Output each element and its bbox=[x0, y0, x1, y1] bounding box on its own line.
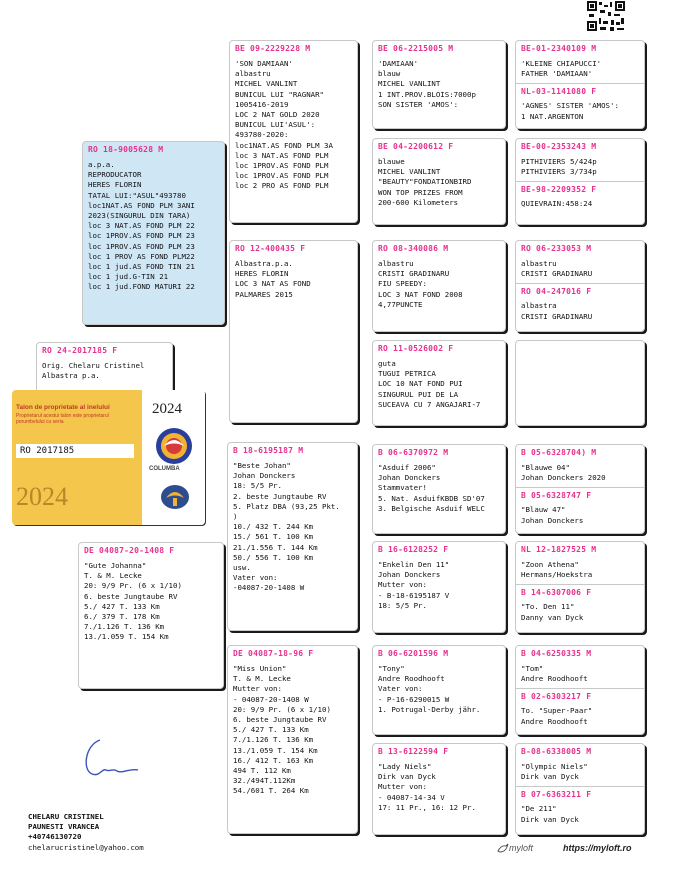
ring-number: BE-98-2209352 F bbox=[521, 185, 597, 195]
text-line: Johan Donckers 2020 bbox=[521, 473, 606, 483]
text-line: albastru bbox=[235, 69, 271, 79]
pedigree-text bbox=[378, 560, 500, 611]
text-line: loc 3 NAT.AS FOND PLM 22 bbox=[88, 221, 195, 231]
ring-number: DE 04087-20-1408 F bbox=[84, 546, 175, 555]
text-line: - B-18-6195187 V bbox=[378, 590, 450, 600]
pedigree-text bbox=[521, 602, 639, 622]
text-line: SUCEAVA CU 7 ANGAJARI-7 bbox=[378, 399, 481, 409]
columba-emblem-icon bbox=[154, 426, 194, 466]
federation-logo-icon bbox=[160, 484, 190, 510]
text-line: "Beste Johan" bbox=[233, 461, 291, 470]
ring-number: BE 04-2200612 F bbox=[378, 142, 454, 151]
pedigree-text bbox=[521, 762, 639, 782]
ring-number: B 05-6328747 F bbox=[521, 491, 592, 501]
text-line: 5./ 427 T. 133 Km bbox=[233, 725, 309, 735]
text-line: 'AGNES' SISTER 'AMOS': bbox=[521, 101, 619, 111]
text-line: FATHER 'DAMIAAN' bbox=[521, 69, 593, 79]
pigeon-logo-icon bbox=[497, 843, 509, 854]
talon-year-large: 2024 bbox=[16, 482, 68, 511]
owner-phone: +40746130720 bbox=[28, 832, 82, 842]
text-line: "Tony" bbox=[378, 664, 405, 673]
card-ddss bbox=[515, 645, 645, 735]
text-line: 2023(SINGURUL DIN TARA) bbox=[88, 211, 191, 221]
owner-place: PAUNESTI VRANCEA bbox=[28, 822, 100, 832]
pedigree-text bbox=[84, 561, 218, 643]
text-line: 'DAMIAAN' bbox=[378, 59, 419, 68]
text-line: 7./1.126 T. 136 Km bbox=[84, 622, 165, 632]
text-line: loc 2 PRO AS FOND PLM bbox=[235, 181, 329, 191]
text-line: 54./601 T. 264 Km bbox=[233, 786, 309, 796]
pedigree-text bbox=[233, 664, 352, 797]
text-line: loc1NAT.AS FOND PLM 3ANI bbox=[88, 200, 195, 210]
text-line: "Blauwe 04" bbox=[521, 463, 570, 472]
text-line: LOC 3 NAT FOND 2008 bbox=[378, 289, 463, 299]
text-line: MICHEL VANLINT bbox=[378, 79, 441, 89]
text-line: LOC 2 NAT GOLD 2020 bbox=[235, 110, 320, 120]
text-line: "Tom" bbox=[521, 664, 544, 673]
text-line: "De 211" bbox=[521, 804, 557, 814]
text-line: 16./ 412 T. 163 Km bbox=[233, 755, 314, 765]
text-line: CRISTI GRADINARU bbox=[521, 269, 593, 279]
pedigree-text bbox=[378, 664, 500, 715]
text-line: 18: 5/5 Pr. bbox=[233, 481, 282, 491]
ring-number: B 14-6307006 F bbox=[521, 588, 592, 598]
text-line: 15./ 561 T. 100 Km bbox=[233, 532, 314, 542]
text-line: CRISTI GRADINARU bbox=[521, 311, 593, 321]
text-line: SON SISTER 'AMOS': bbox=[378, 99, 459, 109]
text-line: 32./494T.112Km bbox=[233, 776, 296, 786]
ring-number: B 18-6195187 M bbox=[233, 446, 304, 455]
ring-number: RO 04-247016 F bbox=[521, 287, 592, 297]
pedigree-text bbox=[378, 762, 500, 813]
ring-number: RO 11-0526002 F bbox=[378, 344, 454, 353]
card-sire-dam bbox=[229, 240, 358, 423]
text-line: "Olympic Niels" bbox=[521, 762, 588, 771]
card-empty bbox=[515, 340, 645, 426]
card-sub-entry bbox=[516, 584, 644, 622]
card-sub-entry bbox=[516, 786, 644, 824]
owner-contact bbox=[28, 812, 144, 853]
text-line: loc 1PROV.AS FOND PLM bbox=[235, 171, 329, 181]
text-line: - P-16-6290015 W bbox=[378, 694, 450, 704]
text-line: 5. Platz DBA (93,25 Pkt. bbox=[233, 501, 340, 511]
text-line: 7./1.126 T. 136 Km bbox=[233, 735, 314, 745]
text-line: albastru bbox=[521, 259, 557, 268]
text-line: PITHIVIERS 3/734p bbox=[521, 167, 597, 177]
text-line: Orig. Chelaru Cristinel bbox=[42, 361, 145, 370]
text-line: blauwe bbox=[378, 157, 405, 166]
text-line: usw. bbox=[233, 563, 251, 573]
pedigree-text bbox=[378, 259, 500, 310]
text-line: Johan Donckers bbox=[521, 515, 584, 525]
text-line: 13./1.059 T. 154 Km bbox=[84, 632, 169, 642]
pedigree-text bbox=[88, 160, 219, 293]
text-line: LOC 3 NAT AS FOND bbox=[235, 279, 311, 289]
card-ssd bbox=[372, 138, 506, 225]
card-sub-entry bbox=[516, 283, 644, 321]
text-line: loc 3 NAT.AS FOND PLM bbox=[235, 150, 329, 160]
card-sire-sire bbox=[229, 40, 358, 223]
text-line: Mutter von: bbox=[378, 782, 427, 792]
text-line: 1005416-2019 bbox=[235, 99, 289, 109]
card-ssss bbox=[515, 40, 645, 129]
text-line: "Asduif 2006" bbox=[378, 463, 436, 472]
text-line: Mutter von: bbox=[233, 684, 282, 694]
text-line: 1 NAT.ARGENTON bbox=[521, 111, 584, 121]
text-line: Hermans/Hoekstra bbox=[521, 570, 593, 580]
text-line: T. & M. Lecke bbox=[233, 674, 291, 684]
text-line: WON TOP PRIZES FROM bbox=[378, 187, 463, 197]
text-line: 1 INT.PROV.BLOIS:7000p bbox=[378, 89, 476, 99]
talon-year-small: 2024 bbox=[152, 401, 182, 417]
text-line: T. & M. Lecke bbox=[84, 571, 142, 581]
text-line: albastru bbox=[378, 259, 414, 268]
pedigree-text bbox=[521, 706, 639, 726]
card-sub-entry bbox=[516, 688, 644, 726]
card-dsss bbox=[515, 444, 645, 534]
text-line: 494 T. 112 Km bbox=[233, 766, 291, 776]
card-sss bbox=[372, 40, 506, 129]
text-line: 13./1.059 T. 154 Km bbox=[233, 745, 318, 755]
text-line: Dirk van Dyck bbox=[521, 814, 579, 824]
card-dsd bbox=[372, 541, 506, 633]
card-dam-dam bbox=[227, 645, 358, 834]
text-line: CRISTI GRADINARU bbox=[378, 269, 450, 279]
text-line: Johan Donckers bbox=[233, 471, 296, 481]
text-line: Stammvater! bbox=[378, 483, 427, 493]
text-line: Andre Roodhooft bbox=[378, 674, 445, 684]
talon-title: Talon de proprietate al inelului bbox=[16, 404, 110, 411]
brand-url[interactable]: https://myloft.ro bbox=[563, 843, 632, 853]
text-line: 50./ 556 T. 100 Km bbox=[233, 552, 314, 562]
pedigree-text bbox=[235, 59, 352, 192]
text-line: 20: 9/9 Pr. (6 x 1/10) bbox=[233, 704, 331, 714]
card-sub-entry bbox=[516, 83, 644, 121]
ring-number: B 13-6122594 F bbox=[378, 747, 449, 756]
ring-number: RO 08-340086 M bbox=[378, 244, 449, 253]
text-line: Johan Donckers bbox=[378, 570, 441, 580]
ring-number: B 04-6250335 M bbox=[521, 649, 592, 658]
brand-logo-text: myloft bbox=[509, 843, 534, 853]
card-sire bbox=[82, 141, 225, 325]
text-line: Andre Roodhooft bbox=[521, 716, 588, 726]
pedigree-text bbox=[521, 560, 639, 580]
text-line: 2. beste Jungtaube RV bbox=[233, 491, 327, 501]
text-line: loc 1 PROV AS FOND PLM22 bbox=[88, 251, 195, 261]
card-subject bbox=[36, 342, 173, 396]
card-sub-entry bbox=[516, 487, 644, 525]
pedigree-text bbox=[521, 157, 639, 177]
ring-number: B 06-6370972 M bbox=[378, 448, 449, 457]
text-line: BUNICUL LUI "RAGNAR" bbox=[235, 89, 324, 99]
text-line: - 04087-20-1408 W bbox=[233, 694, 309, 704]
text-line: MICHEL VANLINT bbox=[378, 167, 441, 177]
ring-number: B-08-6338005 M bbox=[521, 747, 592, 756]
text-line: Danny van Dyck bbox=[521, 612, 584, 622]
pedigree-text bbox=[378, 59, 500, 110]
text-line: - 04087-14-34 V bbox=[378, 792, 445, 802]
ring-number: B 06-6201596 M bbox=[378, 649, 449, 658]
text-line: HERES FLORIN bbox=[88, 180, 142, 190]
text-line: -04087-20-1408 W bbox=[233, 583, 305, 593]
qr-code bbox=[586, 0, 626, 32]
text-line: 17: 11 Pr., 16: 12 Pr. bbox=[378, 802, 476, 812]
talon-subtitle: Proprietarul acestui talon este proprietarul porumbelului cu seria bbox=[16, 413, 109, 425]
talon-ring-number: RO 2017185 bbox=[16, 444, 134, 458]
text-line: albastra bbox=[521, 301, 557, 311]
card-dds bbox=[372, 645, 506, 735]
text-line: Vater von: bbox=[233, 573, 278, 583]
text-line: 6. beste Jungtaube RV bbox=[84, 591, 178, 601]
text-line: "Enkelin Den 11" bbox=[378, 560, 450, 569]
ring-number: B 05-6328704) M bbox=[521, 448, 597, 457]
text-line: 'SON DAMIAAN' bbox=[235, 59, 293, 68]
ring-number: RO 06-233053 M bbox=[521, 244, 592, 253]
pedigree-text bbox=[521, 259, 639, 279]
text-line: BUNICUL LUI'ASUL': bbox=[235, 120, 316, 130]
text-line: PITHIVIERS 5/424p bbox=[521, 157, 597, 166]
text-line: loc 1PROV.AS FOND PLM 23 bbox=[88, 241, 195, 251]
ring-number: RO 12-400435 F bbox=[235, 244, 306, 253]
card-ddd bbox=[372, 743, 506, 835]
text-line: loc 1 jud.FOND MATURI 22 bbox=[88, 282, 195, 292]
text-line: 1. Potrugal-Derby jähr. bbox=[378, 704, 481, 714]
pedigree-text bbox=[521, 505, 639, 525]
card-sub-entry bbox=[516, 181, 644, 209]
card-sdd bbox=[372, 340, 506, 426]
text-line: "BEAUTY"FONDATIONBIRD bbox=[378, 177, 472, 187]
text-line: "Lady Niels" bbox=[378, 762, 432, 771]
pedigree-text bbox=[521, 664, 639, 684]
text-line: 4,77PUNCTE bbox=[378, 299, 423, 309]
text-line: QUIEVRAIN:458:24 bbox=[521, 199, 593, 209]
text-line: "To. Den 11" bbox=[521, 602, 575, 612]
text-line: Johan Donckers bbox=[378, 473, 441, 483]
text-line: SINGURUL PUI DE LA bbox=[378, 389, 459, 399]
text-line: guta bbox=[378, 359, 396, 368]
ring-number: RO 18-9005628 M bbox=[88, 145, 164, 154]
text-line: Albastra.p.a. bbox=[235, 259, 293, 268]
pedigree-text bbox=[521, 804, 639, 824]
pedigree-text bbox=[521, 59, 639, 79]
text-line: "Gute Johanna" bbox=[84, 561, 147, 570]
text-line: "Zoon Athena" bbox=[521, 560, 579, 569]
text-line: Dirk van Dyck bbox=[521, 772, 579, 782]
text-line: FIU SPEEDY: bbox=[378, 279, 427, 289]
text-line: "Miss Union" bbox=[233, 664, 287, 673]
text-line: TATAL LUI:"ASUL"493780 bbox=[88, 190, 186, 200]
card-dam bbox=[78, 542, 224, 689]
text-line: Vater von: bbox=[378, 684, 423, 694]
ring-number: BE-00-2353243 M bbox=[521, 142, 597, 151]
pedigree-text bbox=[521, 301, 639, 321]
text-line: TUGUI PETRICA bbox=[378, 369, 436, 379]
text-line: Dirk van Dyck bbox=[378, 772, 436, 782]
text-line: HERES FLORIN bbox=[235, 269, 289, 279]
ring-number: DE 04087-18-96 F bbox=[233, 649, 314, 658]
ring-ownership-card bbox=[12, 390, 205, 525]
text-line: LOC 10 NAT FOND PUI bbox=[378, 379, 463, 389]
owner-name: CHELARU CRISTINEL bbox=[28, 812, 104, 821]
text-line: 6. beste Jungtaube RV bbox=[233, 715, 327, 725]
card-ssdd bbox=[515, 138, 645, 225]
text-line: loc1NAT.AS FOND PLM 3A bbox=[235, 140, 333, 150]
card-ddds bbox=[515, 743, 645, 835]
text-line: "Blauw 47" bbox=[521, 505, 566, 515]
text-line: 493780-2020: bbox=[235, 130, 289, 140]
talon-brand: COLUMBA bbox=[149, 466, 180, 472]
pedigree-text bbox=[521, 463, 639, 483]
text-line: 200-600 Kilometers bbox=[378, 197, 459, 207]
text-line: 6./ 379 T. 178 Km bbox=[84, 612, 160, 622]
text-line: a.p.a. bbox=[88, 160, 115, 169]
text-line: 21./1.556 T. 144 Km bbox=[233, 542, 318, 552]
ring-number: B 16-6128252 F bbox=[378, 545, 449, 554]
subject-ring-number: RO 24-2017185 F bbox=[42, 346, 118, 355]
card-dam-sire bbox=[227, 442, 358, 631]
pedigree-text bbox=[235, 259, 352, 300]
ring-number: B 02-6303217 F bbox=[521, 692, 592, 702]
ring-number: BE 06-2215005 M bbox=[378, 44, 454, 53]
pedigree-text bbox=[378, 463, 500, 514]
card-sds bbox=[372, 240, 506, 332]
text-line: 5. Nat. AsduifKBDB SD'07 bbox=[378, 493, 485, 503]
ring-number: BE 09-2229228 M bbox=[235, 44, 311, 53]
text-line: MICHEL VANLINT bbox=[235, 79, 298, 89]
text-line: loc 1PROV.AS FOND PLM 23 bbox=[88, 231, 195, 241]
text-line: 18: 5/5 Pr. bbox=[378, 600, 427, 610]
text-line: Albastra p.a. bbox=[42, 371, 100, 381]
text-line: 10./ 432 T. 244 Km bbox=[233, 522, 314, 532]
subject-text bbox=[42, 361, 167, 381]
text-line: 'KLEINE CHIAPUCCI' bbox=[521, 59, 602, 68]
ring-number: NL 12-1827525 M bbox=[521, 545, 597, 554]
pedigree-text bbox=[521, 101, 639, 121]
text-line: loc 1 jud.G-TIN 21 bbox=[88, 272, 169, 282]
card-dss bbox=[372, 444, 506, 534]
owner-email: chelarucristinel@yahoo.com bbox=[28, 842, 144, 852]
card-sdss bbox=[515, 240, 645, 332]
text-line: To. "Super-Paar" bbox=[521, 706, 593, 716]
text-line: Andre Roodhooft bbox=[521, 674, 588, 684]
pedigree-text bbox=[521, 199, 639, 209]
text-line: 20: 9/9 Pr. (6 x 1/10) bbox=[84, 581, 182, 591]
ring-number: BE-01-2340109 M bbox=[521, 44, 597, 53]
signature-graphic bbox=[80, 730, 150, 785]
card-dsds bbox=[515, 541, 645, 633]
text-line: PALMARES 2015 bbox=[235, 289, 293, 299]
text-line: REPRODUCATOR bbox=[88, 170, 142, 180]
text-line: blauw bbox=[378, 69, 401, 79]
text-line: 3. Belgische Asduif WELC bbox=[378, 503, 485, 513]
text-line: loc 1 jud.AS FOND TIN 21 bbox=[88, 262, 195, 272]
ring-number: B 07-6363211 F bbox=[521, 790, 592, 800]
pedigree-text bbox=[233, 461, 352, 594]
text-line: loc 1PROV.AS FOND PLM bbox=[235, 161, 329, 171]
ring-number: NL-03-1141080 F bbox=[521, 87, 597, 97]
text-line: Mutter von: bbox=[378, 580, 427, 590]
pedigree-text bbox=[378, 157, 500, 208]
pedigree-text bbox=[378, 359, 500, 410]
text-line: ) bbox=[233, 512, 238, 522]
text-line: 5./ 427 T. 133 Km bbox=[84, 601, 160, 611]
